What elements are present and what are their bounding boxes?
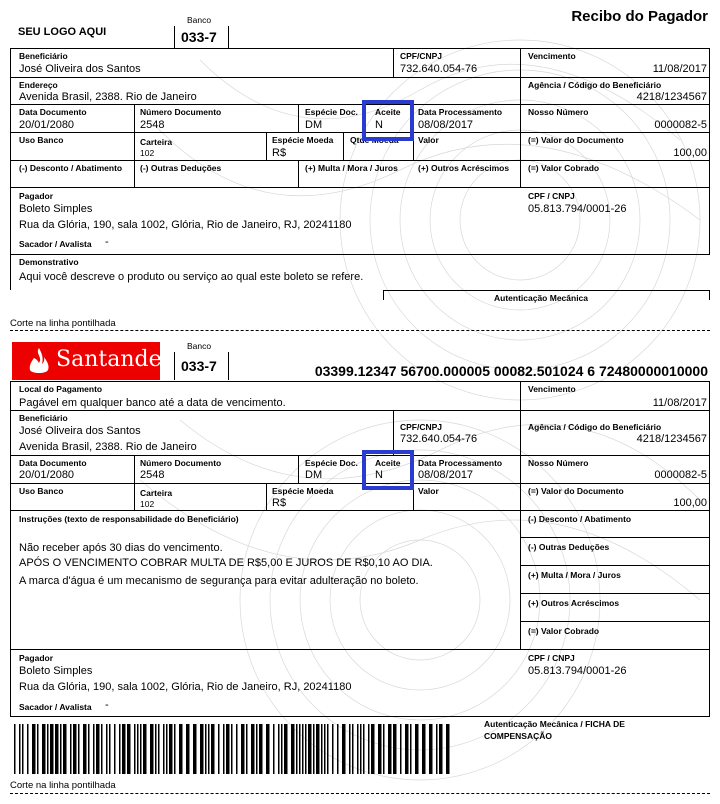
bank-code: 033-7 bbox=[181, 29, 217, 45]
local-pagamento-value: Pagável em qualquer banco até a data de vencimento. bbox=[19, 397, 286, 409]
endereco-label: Endereço bbox=[19, 80, 58, 90]
slip-sacador-value: - bbox=[105, 699, 109, 711]
slip-cpf-cnpj-label: CPF/CNPJ bbox=[400, 422, 443, 432]
slip-especie-doc-label: Espécie Doc. bbox=[305, 458, 358, 468]
data-documento-value: 20/01/2080 bbox=[19, 119, 75, 131]
data-processamento-value: 08/08/2017 bbox=[418, 119, 474, 131]
cut-line bbox=[10, 330, 710, 331]
slip-pagador-cpf-label: CPF / CNPJ bbox=[528, 653, 575, 663]
instrucao-line: APÓS O VENCIMENTO COBRAR MULTA DE R$5,00 E JUROS DE R$0,10 AO DIA. bbox=[19, 557, 433, 569]
especie-moeda-label: Espécie Moeda bbox=[272, 135, 334, 145]
instrucao-line: Não receber após 30 dias do vencimento. bbox=[19, 542, 223, 554]
especie-doc-value: DM bbox=[305, 119, 323, 131]
santander-name: Santander bbox=[56, 347, 173, 372]
slip-data-documento-label: Data Documento bbox=[19, 458, 87, 468]
pagador-cpf-label: CPF / CNPJ bbox=[528, 191, 575, 201]
demonstrativo-value: Aqui você descreve o produto ou serviço ao qual este boleto se refere. bbox=[19, 271, 364, 283]
demonstrativo-label: Demonstrativo bbox=[19, 257, 79, 267]
slip-aceite-value: N bbox=[375, 469, 383, 481]
agencia-value: 4218/1234567 bbox=[636, 91, 707, 103]
slip-vencimento-label: Vencimento bbox=[528, 384, 576, 394]
qtde-moeda-label: Qtde Moeda bbox=[350, 135, 399, 145]
slip-data-processamento-label: Data Processamento bbox=[418, 458, 503, 468]
slip-numero-documento-value: 2548 bbox=[140, 469, 165, 481]
slip-pagador-endereco: Rua da Glória, 190, sala 1002, Glória, Rio de Janeiro, RJ, 20241180 bbox=[19, 681, 352, 693]
santander-logo bbox=[12, 342, 173, 380]
slip-vencimento-value: 11/08/2017 bbox=[652, 397, 707, 409]
slip-data-documento-value: 20/01/2080 bbox=[19, 469, 75, 481]
slip-valor-documento-label: (=) Valor do Documento bbox=[528, 486, 624, 496]
especie-doc-label: Espécie Doc. bbox=[305, 107, 358, 117]
slip-nosso-numero-label: Nosso Número bbox=[528, 458, 589, 468]
carteira-label: Carteira bbox=[140, 137, 173, 147]
valor-label: Valor bbox=[418, 135, 439, 145]
slip-endereco-value: Avenida Brasil, 2388. Rio de Janeiro bbox=[19, 441, 197, 453]
numero-documento-value: 2548 bbox=[140, 119, 165, 131]
uso-banco-label: Uso Banco bbox=[19, 135, 64, 145]
cpf-cnpj-value: 732.640.054-76 bbox=[400, 63, 478, 75]
slip-multa-label: (+) Multa / Mora / Juros bbox=[528, 570, 621, 580]
endereco-value: Avenida Brasil, 2388. Rio de Janeiro bbox=[19, 91, 197, 103]
especie-moeda-value: R$ bbox=[272, 147, 287, 159]
aceite-label: Aceite bbox=[375, 107, 401, 117]
slip-agencia-label: Agência / Código do Beneficiário bbox=[528, 422, 662, 432]
slip-nosso-numero-value: 0000082-5 bbox=[654, 469, 707, 481]
slip-beneficiario-value: José Oliveira dos Santos bbox=[19, 425, 141, 437]
pagador-value: Boleto Simples bbox=[19, 203, 93, 215]
multa-label: (+) Multa / Mora / Juros bbox=[305, 163, 398, 173]
bank-label: Banco bbox=[187, 15, 212, 25]
numero-documento-label: Número Documento bbox=[140, 107, 222, 117]
cut-label: Corte na linha pontilhada bbox=[10, 318, 116, 329]
slip-beneficiario-label: Beneficiário bbox=[19, 413, 68, 423]
slip-bank-code: 033-7 bbox=[181, 358, 217, 374]
slip-autenticacao-label: Autenticação Mecânica / FICHA DE bbox=[484, 719, 625, 729]
slip-valor-documento-value: 100,00 bbox=[673, 497, 707, 509]
outras-deducoes-label: (-) Outras Deduções bbox=[140, 163, 222, 173]
slip-desconto-label: (-) Desconto / Abatimento bbox=[528, 514, 632, 524]
slip-especie-moeda-label: Espécie Moeda bbox=[272, 486, 334, 496]
slip-cpf-cnpj-value: 732.640.054-76 bbox=[400, 433, 478, 445]
pagador-cpf-value: 05.813.794/0001-26 bbox=[528, 203, 627, 215]
beneficiario-label: Beneficiário bbox=[19, 51, 68, 61]
flame-icon bbox=[26, 347, 52, 375]
slip-pagador-label: Pagador bbox=[19, 653, 54, 663]
local-pagamento-label: Local do Pagamento bbox=[19, 384, 103, 394]
slip-especie-moeda-value: R$ bbox=[272, 497, 287, 509]
slip-autenticacao-label-2: COMPENSAÇÃO bbox=[484, 731, 553, 741]
slip-uso-banco-label: Uso Banco bbox=[19, 486, 64, 496]
cpf-cnpj-label: CPF/CNPJ bbox=[400, 51, 443, 61]
desconto-label: (-) Desconto / Abatimento bbox=[19, 163, 123, 173]
slip-numero-documento-label: Número Documento bbox=[140, 458, 222, 468]
data-processamento-label: Data Processamento bbox=[418, 107, 503, 117]
slip-agencia-value: 4218/1234567 bbox=[636, 433, 707, 445]
slip-pagador-cpf-value: 05.813.794/0001-26 bbox=[528, 665, 627, 677]
slip-carteira-value: 102 bbox=[140, 499, 155, 509]
outros-acrescimos-label: (+) Outros Acréscimos bbox=[418, 163, 510, 173]
digitable-line: 03399.12347 56700.000005 00082.501024 6 72480000010000 bbox=[314, 363, 708, 379]
valor-cobrado-label: (=) Valor Cobrado bbox=[528, 163, 600, 173]
slip-data-processamento-value: 08/08/2017 bbox=[418, 469, 474, 481]
slip-pagador-value: Boleto Simples bbox=[19, 665, 93, 677]
nosso-numero-value: 0000082-5 bbox=[654, 119, 707, 131]
slip-cut-line bbox=[10, 793, 710, 794]
beneficiario-value: José Oliveira dos Santos bbox=[19, 63, 141, 75]
sacador-label: Sacador / Avalista bbox=[19, 239, 92, 249]
slip-aceite-label: Aceite bbox=[375, 458, 401, 468]
agencia-label: Agência / Código do Beneficiário bbox=[528, 80, 662, 90]
valor-documento-label: (=) Valor do Documento bbox=[528, 135, 624, 145]
carteira-value: 102 bbox=[140, 148, 155, 158]
sacador-value: - bbox=[105, 236, 109, 248]
slip-valor-label: Valor bbox=[418, 486, 439, 496]
pagador-label: Pagador bbox=[19, 191, 54, 201]
nosso-numero-label: Nosso Número bbox=[528, 107, 589, 117]
slip-sacador-label: Sacador / Avalista bbox=[19, 702, 92, 712]
pagador-endereco: Rua da Glória, 190, sala 1002, Glória, Rio de Janeiro, RJ, 20241180 bbox=[19, 219, 352, 231]
instrucoes-label: Instruções (texto de responsabilidade do Beneficiário) bbox=[19, 514, 239, 524]
slip-cut-label: Corte na linha pontilhada bbox=[10, 780, 116, 791]
aceite-highlight bbox=[362, 100, 414, 141]
barcode bbox=[14, 724, 450, 774]
slip-outros-acrescimos-label: (+) Outros Acréscimos bbox=[528, 598, 620, 608]
autenticacao-label: Autenticação Mecânica bbox=[494, 293, 589, 303]
slip-valor-cobrado-label: (=) Valor Cobrado bbox=[528, 626, 600, 636]
slip-aceite-highlight bbox=[362, 450, 414, 490]
instrucao-line: A marca d'água é um mecanismo de segurança para evitar adulteração no boleto. bbox=[19, 575, 419, 587]
slip-especie-doc-value: DM bbox=[305, 469, 323, 481]
slip-outras-deducoes-label: (-) Outras Deduções bbox=[528, 542, 610, 552]
logo-placeholder: SEU LOGO AQUI bbox=[18, 26, 107, 38]
slip-carteira-label: Carteira bbox=[140, 488, 173, 498]
vencimento-value: 11/08/2017 bbox=[652, 63, 707, 75]
valor-documento-value: 100,00 bbox=[673, 147, 707, 159]
page-title: Recibo do Pagador bbox=[571, 8, 708, 25]
aceite-value: N bbox=[375, 119, 383, 131]
data-documento-label: Data Documento bbox=[19, 107, 87, 117]
vencimento-label: Vencimento bbox=[528, 51, 576, 61]
slip-bank-label: Banco bbox=[187, 341, 212, 351]
